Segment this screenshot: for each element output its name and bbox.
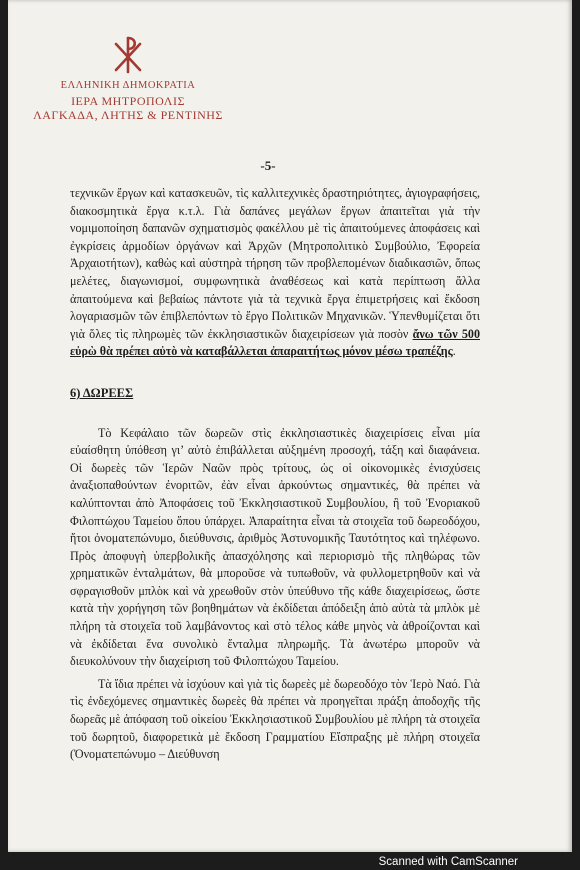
- paragraph-1-emphasis: ἄνω τῶν 500 εὐρὼ θὰ πρέπει αὐτὸ νὰ καταβάλλεται ἀπαραιτήτως μόνον μέσω τραπέζης: [70, 326, 480, 359]
- paragraph-3: Τὰ ἴδια πρέπει νὰ ἰσχύουν καὶ γιὰ τὶς δωρεὲς μὲ δωρεοδόχο τὸν Ἱερὸ Ναό. Γιὰ τὶς ἐνδεχόμενες σημαντικὲς δωρεὲς θὰ πρέπει νὰ προηγεῖται πράξη ἀποδοχῆς τῆς δωρεᾶς μὲ ἀπόφαση τοῦ οἰκείου Ἐκκλησιαστικοῦ Συμβουλίου μὲ πλήρη τὰ στοιχεῖα τοῦ δωρητοῦ, διαφορετικὰ μὲ ἔκδοση Γραμματίου Εἴσπραξης μὲ πλήρη στοιχεῖα (Ὀνοματεπώνυμο – Διεύθυνση: [70, 676, 480, 762]
- paragraph-1-text: τεχνικῶν ἔργων καὶ κατασκευῶν, τὶς καλλιτεχνικὲς δραστηριότητες, ἁγιογραφήσεις, διακοσμητικὰ ἔργα κ.τ.λ. Γιὰ δαπάνες μεγάλων ἔργων ἀπαιτεῖται γιὰ τὴν νομιμοποίηση δαπανῶν σχηματισμὸς φακέλλου μὲ τὶς ἀπαιτούμενες ἀποφάσεις καὶ ἐγκρίσεις ἁρμοδίων ὀργάνων καὶ Ἀρχῶν (Μητροπολιτικὸ Συμβούλιο, Ἐφορεία Ἀρχαιοτήτων), καθὼς καὶ αὐστηρὰ τήρηση τῶν προβλεπομένων διαδικασιῶν, ὅπως μελέτες, διαγωνισμοί, συμφωνητικὰ ἀναθέσεως καὶ κατὰ περίπτωση ἄλλα ἀπαιτούμενα καὶ βεβαίως πάντοτε γιὰ τὰ τεχνικὰ ἔργα ἐπιμετρήσεις καὶ ἔκδοση λογαριασμῶν τῶν ἐπιβλεπόντων τὸ ἔργο Πολιτικῶν Μηχανικῶν. Ὑπενθυμίζεται ὅτι γιὰ ὅλες τὶς πληρωμὲς τῶν ἐκκλησιαστικῶν διαχειρίσεων γιὰ ποσὸν: [70, 186, 480, 341]
- header-line-metropolis: ΙΕΡΑ ΜΗΤΡΟΠΟΛΙΣ: [71, 94, 185, 108]
- chi-rho-emblem-icon: [108, 34, 148, 74]
- header-line-diocese: ΛΑΓΚΑΔΑ, ΛΗΤΗΣ & ΡΕΝΤΙΝΗΣ: [33, 108, 223, 122]
- document-page: [8, 0, 572, 852]
- header-line-state: ΕΛΛΗΝΙΚΗ ΔΗΜΟΚΡΑΤΙΑ: [60, 80, 196, 91]
- paragraph-1: [70, 185, 480, 361]
- paragraph-2: Τὸ Κεφάλαιο τῶν δωρεῶν στὶς ἐκκλησιαστικὲς διαχειρίσεις εἶναι μία εὐαίσθητη ὑπόθεση γι’ αὐτὸ ἐπιβάλλεται αὐξημένη προσοχή, τάξη καὶ διαφάνεια. Οἱ δωρεὲς τῶν Ἱερῶν Ναῶν πρὸς τρίτους, ὡς οἱ οἰκονομικὲς ἐνισχύσεις ἀναξιοπαθούντων ἐνοριτῶν, ἐὰν εἶναι ἀρκούντως σημαντικές, θὰ πρέπει νὰ καλύπτονται ἀπὸ Ἀποφάσεις τοῦ Ἐκκλησιαστικοῦ Συμβουλίου, ἢ τοῦ Ἐνοριακοῦ Φιλοπτώχου Ταμείου ὅπου ὑπάρχει. Ἀπαραίτητα εἶναι τὰ στοιχεῖα τοῦ δωρεοδόχου, ἤτοι ὀνοματεπώνυμο, διεύθυνσις, ἀριθμὸς Ἀστυνομικῆς Ταυτότητος καὶ τηλέφωνο. Πρὸς ἀποφυγὴ ὑπερβολικῆς ἀπασχόλησης καὶ περιορισμὸ τῆς πληθώρας τῶν χρηματικῶν ἐνταλμάτων, θὰ μποροῦσε νὰ τυπωθοῦν, νὰ φυλλομετρηθοῦν καὶ νὰ σφραγισθοῦν μπλὸκ καὶ νὰ χρεωθοῦν στὸν ὑπεύθυνο τῆς κάθε διαχειρίσεως, ὥστε κατὰ τὴν χορήγηση τῶν βοηθημάτων νὰ ἐκδίδεται ἀπόδειξη ἀπὸ αὐτὰ τὰ μπλὸκ μὲ πλήρη τὰ στοιχεῖα τοῦ λαμβάνοντος καὶ στὸ τέλος κάθε μηνὸς νὰ ἀθροίζονται καὶ νὰ ἐκδίδεται ἕνα συνολικὸ ἔνταλμα πληρωμῆς. Τὰ ἀνωτέρω μποροῦν νὰ διευκολύνουν τὴν διαχείριση τοῦ Φιλοπτώχου Ταμείου.: [70, 425, 480, 669]
- paragraph-1-end: .: [452, 344, 456, 359]
- scanner-watermark: Scanned with CamScanner: [378, 856, 518, 868]
- page-number: -5-: [260, 158, 276, 173]
- document-body: [70, 185, 480, 764]
- section-title-donations: 6) ΔΩΡΕΕΣ: [70, 385, 134, 400]
